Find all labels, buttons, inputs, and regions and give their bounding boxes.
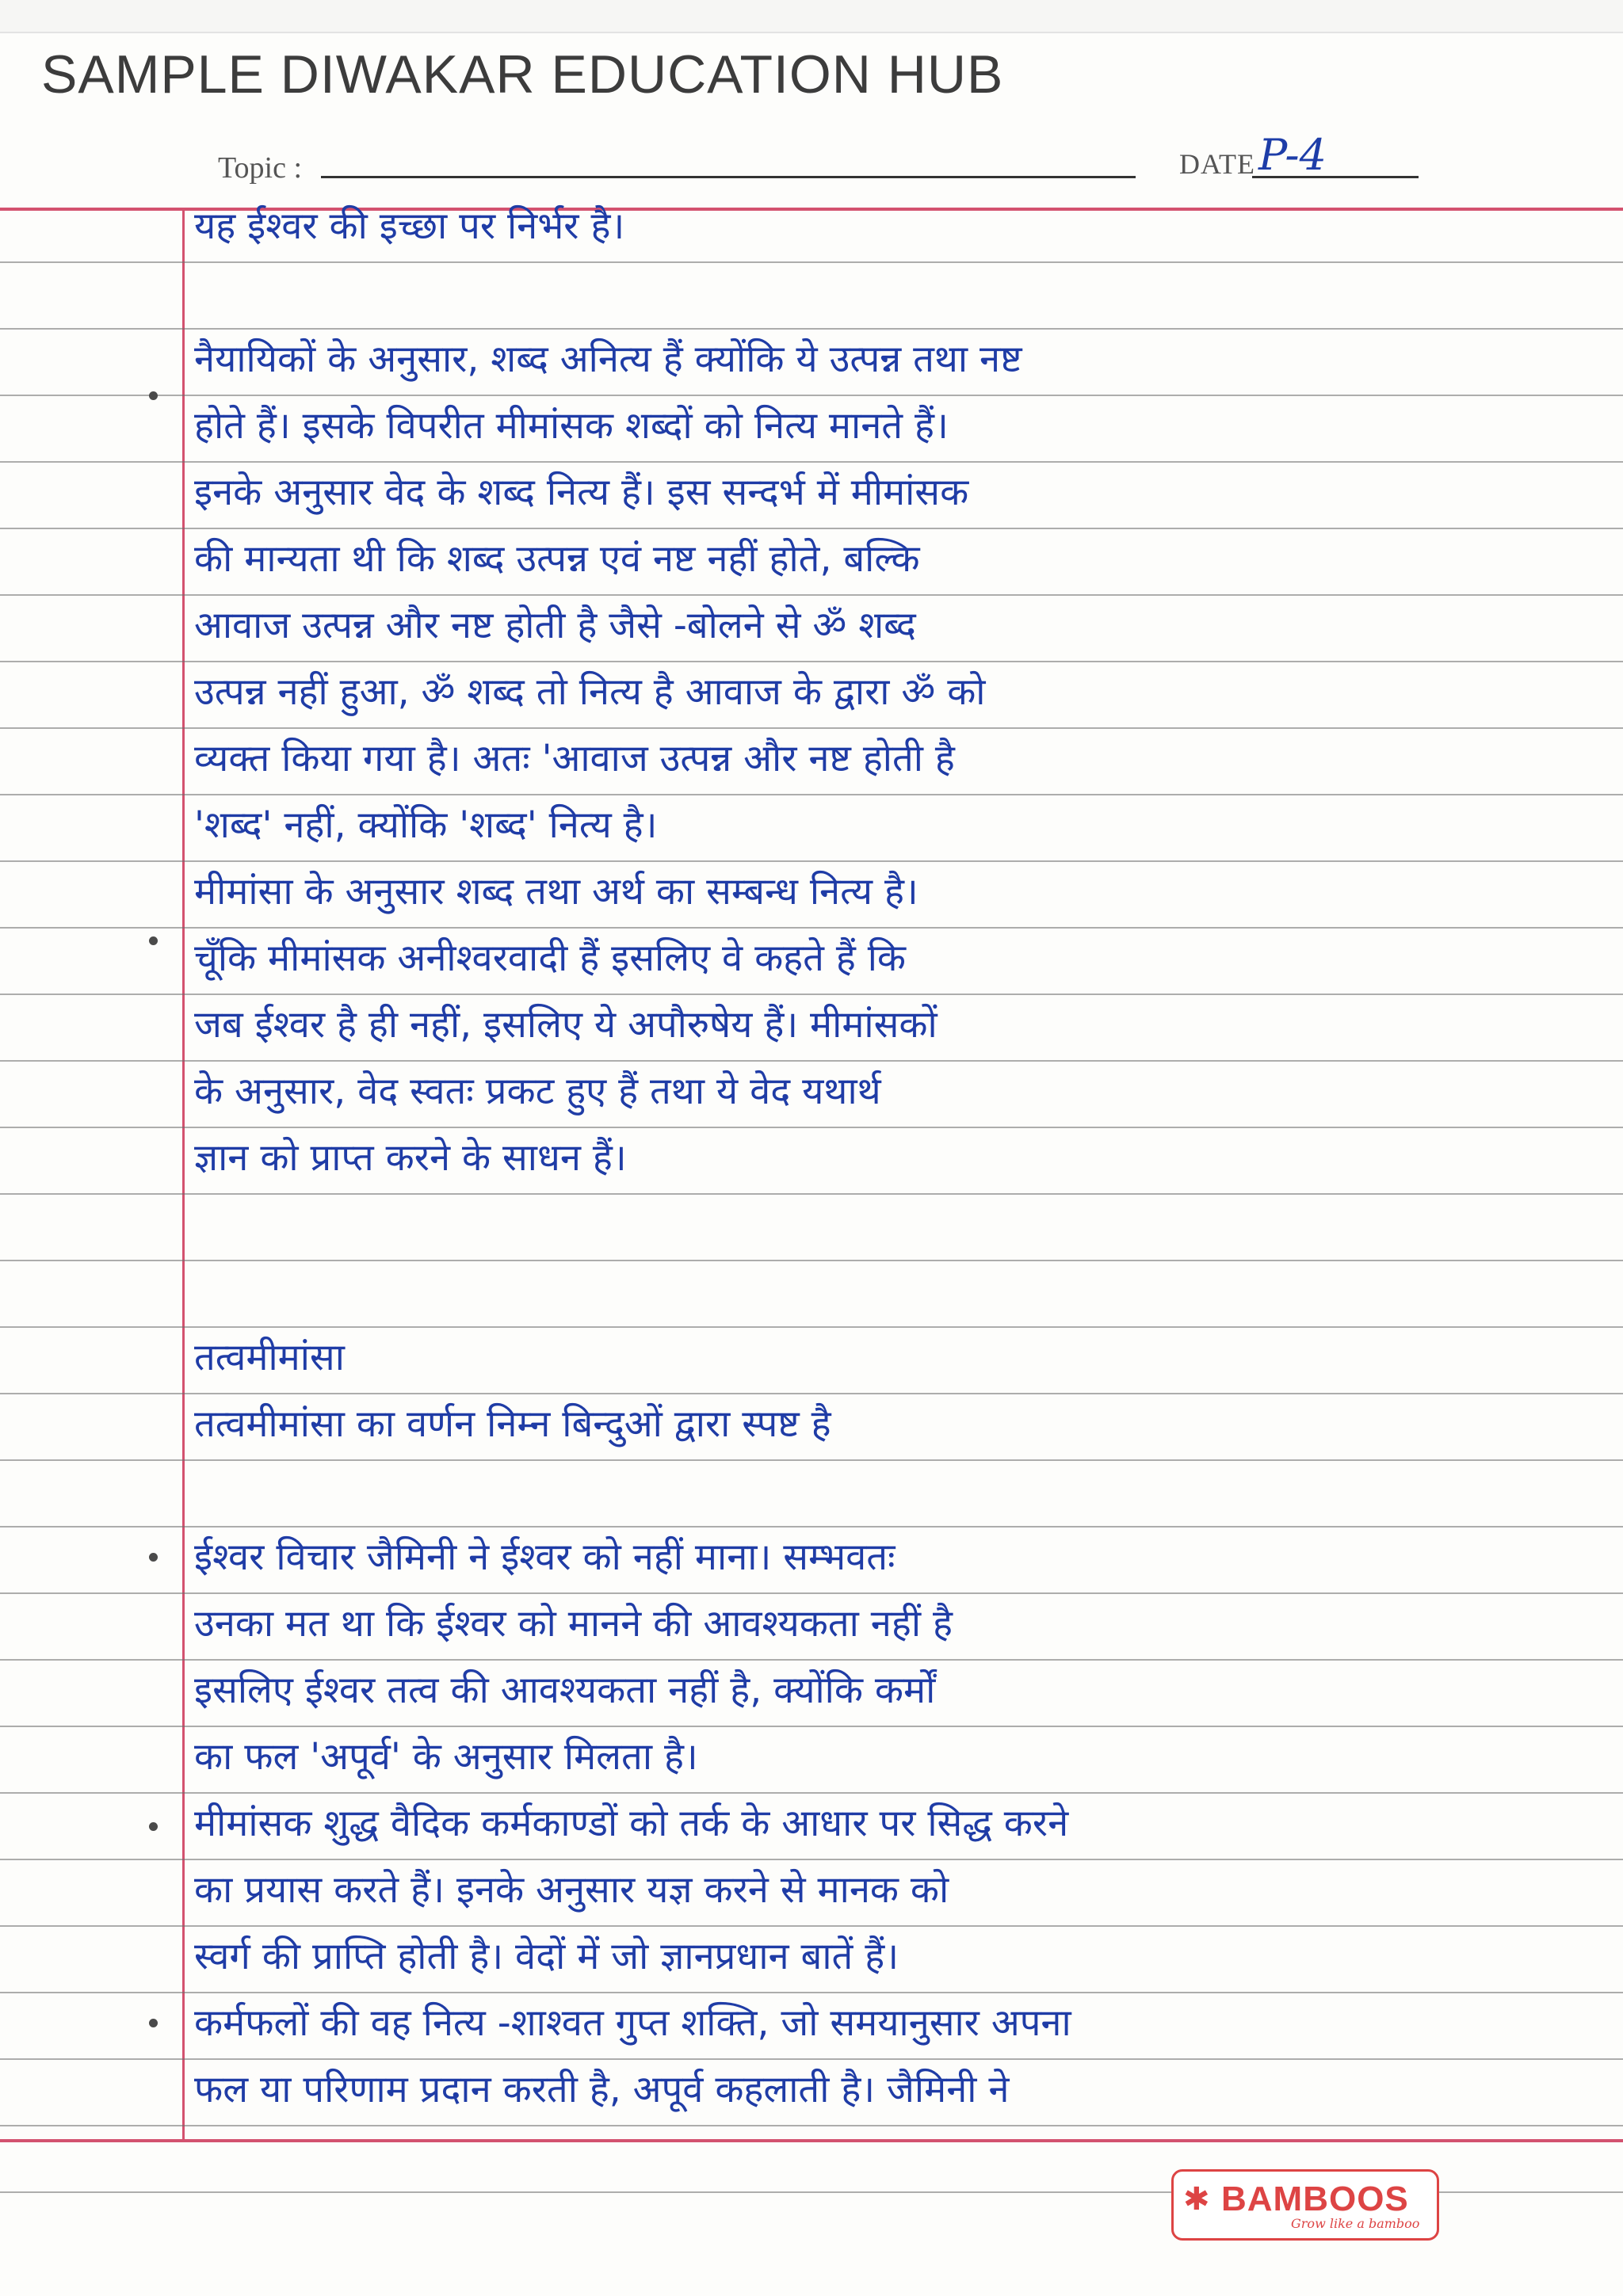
ruled-line (0, 2125, 1623, 2126)
ruled-line (0, 1726, 1623, 1727)
ruled-line (0, 1925, 1623, 1927)
logo-tagline: Grow like a bamboo (1291, 2216, 1420, 2231)
ruled-line (0, 1193, 1623, 1195)
ruled-line (0, 994, 1623, 995)
logo-text: BAMBOOS (1221, 2180, 1409, 2218)
text-line: इनके अनुसार वेद के शब्द नित्य हैं। इस सन्दर्भ में मीमांसक (194, 471, 969, 514)
text-line: यह ईश्वर की इच्छा पर निर्भर है। (194, 204, 625, 248)
text-line: मीमांसा के अनुसार शब्द तथा अर्थ का सम्बन्ध नित्य है। (194, 870, 918, 913)
ruled-line (0, 395, 1623, 396)
ruled-line (0, 727, 1623, 729)
ruled-line (0, 1326, 1623, 1328)
text-line: फल या परिणाम प्रदान करती है, अपूर्व कहलाती है। जैमिनी ने (194, 2068, 1010, 2111)
text-line: की मान्यता थी कि शब्द उत्पन्न एवं नष्ट नहीं होते, बल्कि (194, 537, 920, 581)
topic-line (321, 176, 1136, 178)
ruled-line (0, 1459, 1623, 1461)
text-line: चूँकि मीमांसक अनीश्वरवादी हैं इसलिए वे कहते हैं कि (194, 936, 907, 980)
text-line: नैयायिकों के अनुसार, शब्द अनित्य हैं क्योंकि ये उत्पन्न तथा नष्ट (194, 338, 1022, 381)
footer-margin-rule (0, 2139, 1623, 2142)
ruled-line (0, 1659, 1623, 1661)
left-margin-line (182, 208, 185, 2141)
text-line: व्यक्त किया गया है। अतः 'आवाज उत्पन्न और नष्ट होती है (194, 737, 955, 780)
ruled-line (0, 661, 1623, 662)
text-line: के अनुसार, वेद स्वतः प्रकट हुए हैं तथा ये वेद यथार्थ (194, 1070, 881, 1113)
bullet-dot (149, 936, 158, 945)
text-line: मीमांसक शुद्ध वैदिक कर्मकाण्डों को तर्क के आधार पर सिद्ध करने (194, 1802, 1069, 1845)
ruled-line (0, 927, 1623, 929)
topic-label: Topic : (218, 151, 303, 185)
ruled-line (0, 1792, 1623, 1794)
section-heading: तत्वमीमांसा (194, 1336, 345, 1379)
ruled-line (0, 1526, 1623, 1527)
text-line: आवाज उत्पन्न और नष्ट होती है जैसे -बोलने से ॐ शब्द (194, 604, 916, 647)
bullet-dot (149, 2019, 158, 2027)
ruled-line (0, 528, 1623, 529)
bullet-dot (149, 1553, 158, 1562)
text-line: ज्ञान को प्राप्त करने के साधन हैं। (194, 1136, 627, 1180)
page-top-edge (0, 0, 1623, 33)
ruled-line (0, 461, 1623, 463)
bamboo-leaf-icon: ✱ (1183, 2181, 1210, 2218)
ruled-line (0, 1127, 1623, 1128)
ruled-line (0, 794, 1623, 795)
bamboos-logo (1171, 2169, 1439, 2241)
text-line: का प्रयास करते हैं। इनके अनुसार यज्ञ करने से मानक को (194, 1868, 949, 1912)
ruled-line (0, 1592, 1623, 1594)
ruled-line (0, 594, 1623, 596)
ruled-line (0, 2058, 1623, 2060)
text-line: ईश्वर विचार जैमिनी ने ईश्वर को नहीं माना। सम्भवतः (194, 1535, 896, 1579)
text-line: 'शब्द' नहीं, क्योंकि 'शब्द' नित्य है। (194, 803, 658, 847)
text-line: स्वर्ग की प्राप्ति होती है। वेदों में जो ज्ञानप्रधान बातें हैं। (194, 1935, 899, 1978)
text-line: इसलिए ईश्वर तत्व की आवश्यकता नहीं है, क्योंकि कर्मों (194, 1669, 936, 1712)
text-line: उनका मत था कि ईश्वर को मानने की आवश्यकता नहीं है (194, 1602, 953, 1646)
ruled-line (0, 1260, 1623, 1261)
bullet-dot (149, 391, 158, 400)
date-label: DATE (1179, 148, 1255, 180)
ruled-line (0, 1393, 1623, 1394)
date-value: P-4 (1258, 130, 1327, 180)
ruled-line (0, 328, 1623, 330)
ruled-line (0, 261, 1623, 263)
ruled-line (0, 1992, 1623, 1993)
ruled-line (0, 1060, 1623, 1062)
text-line: तत्वमीमांसा का वर्णन निम्न बिन्दुओं द्वारा स्पष्ट है (194, 1402, 831, 1446)
text-line: का फल 'अपूर्व' के अनुसार मिलता है। (194, 1735, 698, 1779)
text-line: कर्मफलों की वह नित्य -शाश्वत गुप्त शक्ति, जो समयानुसार अपना (194, 2001, 1071, 2045)
ruled-line (0, 1859, 1623, 1860)
ruled-line (0, 860, 1623, 862)
text-line: उत्पन्न नहीं हुआ, ॐ शब्द तो नित्य है आवाज के द्वारा ॐ को (194, 670, 986, 714)
text-line: होते हैं। इसके विपरीत मीमांसक शब्दों को नित्य मानते हैं। (194, 404, 949, 448)
bullet-dot (149, 1822, 158, 1831)
watermark-title: SAMPLE DIWAKAR EDUCATION HUB (41, 44, 1004, 105)
text-line: जब ईश्वर है ही नहीं, इसलिए ये अपौरुषेय हैं। मीमांसकों (194, 1003, 938, 1047)
